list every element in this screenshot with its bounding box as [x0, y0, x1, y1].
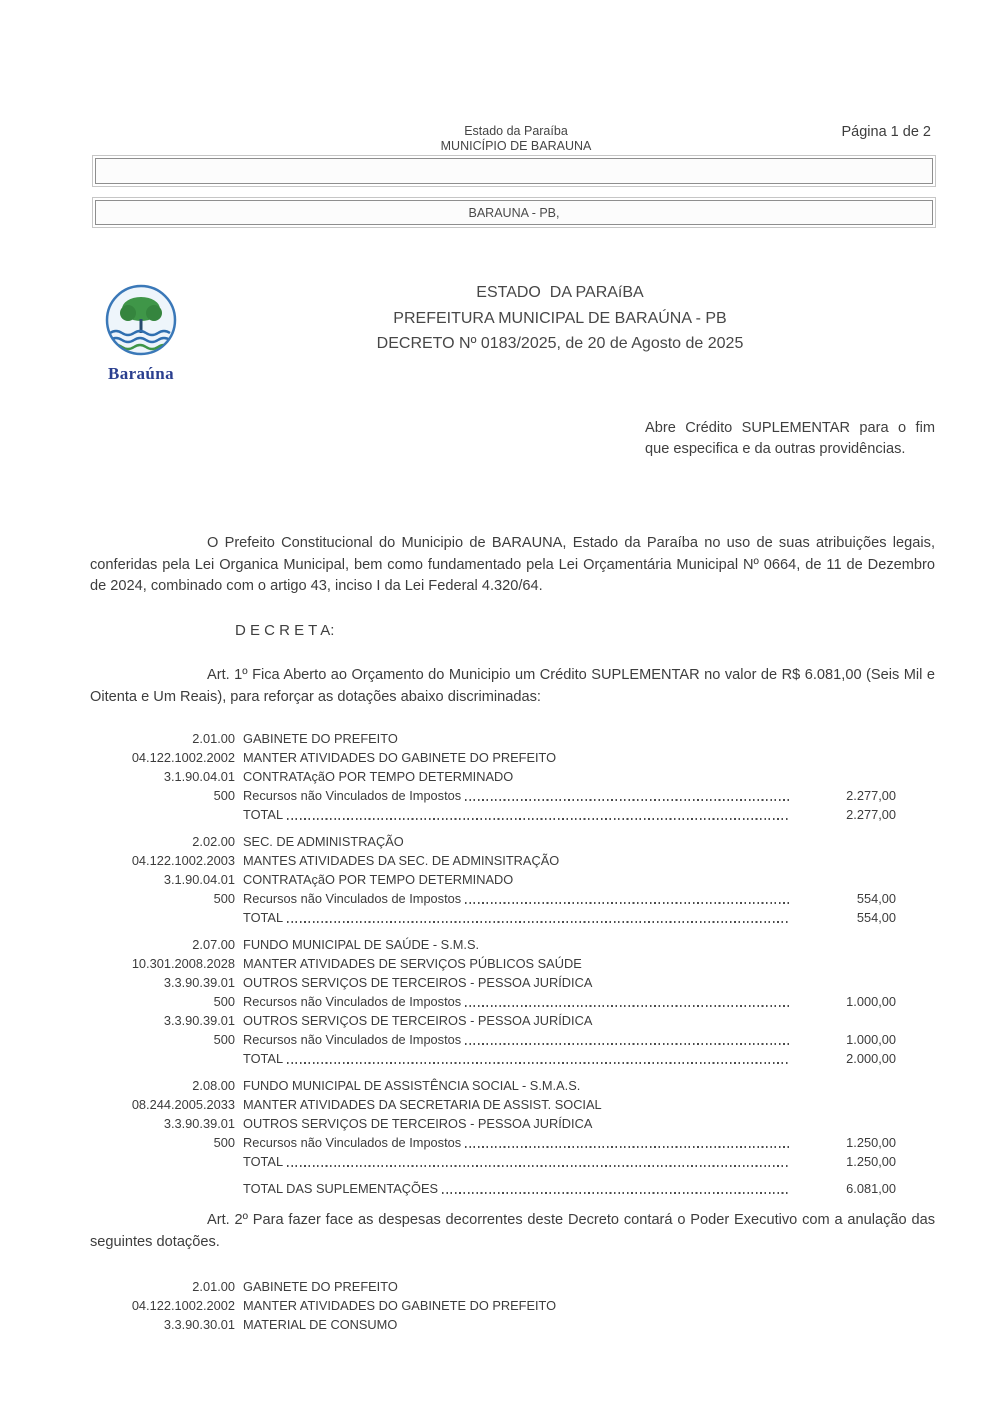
budget-value: 1.250,00 — [846, 1154, 896, 1169]
budget-code — [90, 1179, 243, 1198]
budget-code — [90, 908, 243, 927]
budget-desc: TOTAL — [243, 1154, 284, 1169]
budget-row — [90, 832, 896, 851]
header-municipality: MUNICÍPIO DE BARAUNA — [440, 139, 592, 153]
budget-code: 04.122.1002.2002 — [131, 1298, 235, 1313]
article-1-paragraph: Art. 1º Fica Aberto ao Orçamento do Municipio um Crédito SUPLEMENTAR no valor de R$ 6.081,00 (Seis Mil e Oitenta e Um Reais), para reforçar as dotações abaixo discriminadas: — [90, 667, 935, 705]
budget-row — [90, 1011, 896, 1030]
municipal-seal-logo — [104, 283, 178, 357]
title-prefeitura: PREFEITURA MUNICIPAL DE BARAÚNA - PB — [393, 309, 727, 327]
budget-desc: MANTER ATIVIDADES DE SERVIÇOS PÚBLICOS SAÚDE — [243, 956, 582, 971]
dotted-leader — [287, 818, 790, 820]
budget-code: 500 — [213, 891, 235, 906]
dotted-leader — [465, 1043, 790, 1045]
budget-code: 08.244.2005.2033 — [131, 1097, 235, 1112]
budget-group — [90, 832, 896, 927]
budget-desc: FUNDO MUNICIPAL DE ASSISTÊNCIA SOCIAL - S.M.A.S. — [243, 1078, 581, 1093]
budget-row — [90, 973, 896, 992]
budget-group — [90, 1076, 896, 1171]
budget-value: 2.277,00 — [846, 788, 896, 803]
budget-code: 2.07.00 — [192, 937, 235, 952]
budget-code: 2.01.00 — [192, 731, 235, 746]
budget-row — [90, 1049, 896, 1068]
title-state: ESTADO DA PARAíBA — [476, 284, 644, 301]
budget-row — [90, 729, 896, 748]
municipal-seal — [103, 283, 179, 384]
budget-desc: MANTER ATIVIDADES DO GABINETE DO PREFEITO — [243, 750, 557, 765]
decree-summary: Abre Crédito SUPLEMENTAR para o fim que especifica e da outras providências. — [645, 420, 935, 457]
budget-code: 2.01.00 — [192, 1279, 235, 1294]
budget-row — [90, 1296, 896, 1315]
budget-row — [90, 786, 896, 805]
budget-row — [90, 767, 896, 786]
header-state: Estado da Paraíba — [464, 124, 568, 138]
budget-group — [90, 935, 896, 1068]
budget-desc: Recursos não Vinculados de Impostos — [243, 994, 462, 1009]
budget-desc: Recursos não Vinculados de Impostos — [243, 891, 462, 906]
dotted-leader — [465, 902, 790, 904]
budget-value: 1.000,00 — [846, 1032, 896, 1047]
budget-desc: TOTAL — [243, 1051, 284, 1066]
budget-value: 6.081,00 — [846, 1181, 896, 1196]
budget-desc: MANTES ATIVIDADES DA SEC. DE ADMINSITRAÇÃO — [243, 853, 560, 868]
document-title — [190, 280, 930, 357]
seal-caption: Baraúna — [107, 364, 175, 383]
budget-value: 1.000,00 — [846, 994, 896, 1009]
dotted-leader — [287, 1165, 790, 1167]
dotted-leader — [442, 1192, 790, 1194]
budget-code: 500 — [213, 788, 235, 803]
budget-row — [90, 805, 896, 824]
article-2-paragraph: Art. 2º Para fazer face as despesas decorrentes deste Decreto contará o Poder Executivo com a anulação das seguintes dotações. — [90, 1212, 935, 1250]
dotted-leader — [465, 1146, 790, 1148]
budget-desc: OUTROS SERVIÇOS DE TERCEIROS - PESSOA JURÍDICA — [243, 975, 593, 990]
budget-code: 04.122.1002.2003 — [131, 853, 235, 868]
budget-desc: Recursos não Vinculados de Impostos — [243, 1032, 462, 1047]
budget-desc: GABINETE DO PREFEITO — [243, 1279, 398, 1294]
budget-desc: Recursos não Vinculados de Impostos — [243, 788, 462, 803]
preamble-paragraph: O Prefeito Constitucional do Municipio de BARAUNA, Estado da Paraíba no uso de suas atribuições legais, conferidas pela Lei Organica Municipal, bem como fundamentado pela Lei Orçamentária Municipal Nº 0664, de 11 de Dezembro de 2024, combinado com o artigo 43, inciso I da Lei Federal 4.320/64. — [90, 535, 935, 594]
decreta-heading: D E C R E T A: — [235, 622, 335, 639]
budget-value: 1.250,00 — [846, 1135, 896, 1150]
budget-row — [90, 935, 896, 954]
budget-desc: FUNDO MUNICIPAL DE SAÚDE - S.M.S. — [243, 937, 480, 952]
header-box-empty — [95, 158, 933, 184]
budget-code: 04.122.1002.2002 — [131, 750, 235, 765]
annulments-table — [90, 1277, 896, 1334]
budget-row — [90, 851, 896, 870]
budget-value: 2.000,00 — [846, 1051, 896, 1066]
budget-desc: CONTRATAçãO POR TEMPO DETERMINADO — [243, 769, 514, 784]
dotted-leader — [465, 1005, 790, 1007]
budget-value: 554,00 — [856, 910, 896, 925]
annulment-group — [90, 1277, 896, 1334]
budget-code: 3.1.90.04.01 — [163, 872, 235, 887]
budget-desc: MANTER ATIVIDADES DO GABINETE DO PREFEITO — [243, 1298, 557, 1313]
budget-value: 2.277,00 — [846, 807, 896, 822]
page-indicator: Página 1 de 2 — [841, 124, 931, 140]
budget-desc: TOTAL — [243, 807, 284, 822]
budget-code: 500 — [213, 1032, 235, 1047]
budget-desc: MANTER ATIVIDADES DA SECRETARIA DE ASSIST. SOCIAL — [243, 1097, 602, 1112]
budget-desc: GABINETE DO PREFEITO — [243, 731, 398, 746]
budget-row — [90, 1095, 896, 1114]
dotted-leader — [287, 1062, 790, 1064]
budget-row — [90, 1133, 896, 1152]
budget-desc: SEC. DE ADMINISTRAÇÃO — [243, 834, 404, 849]
budget-desc: OUTROS SERVIÇOS DE TERCEIROS - PESSOA JURÍDICA — [243, 1013, 593, 1028]
budget-desc: OUTROS SERVIÇOS DE TERCEIROS - PESSOA JURÍDICA — [243, 1116, 593, 1131]
budget-row — [90, 1030, 896, 1049]
budget-value: 554,00 — [856, 891, 896, 906]
budget-desc: MATERIAL DE CONSUMO — [243, 1317, 398, 1332]
budget-row — [90, 992, 896, 1011]
budget-code — [90, 1152, 243, 1171]
budget-code: 2.02.00 — [192, 834, 235, 849]
budget-row — [90, 870, 896, 889]
budget-code — [90, 1049, 243, 1068]
budget-row — [90, 1315, 896, 1334]
budget-row — [90, 1277, 896, 1296]
budget-code: 3.3.90.39.01 — [163, 975, 235, 990]
budget-row — [90, 1076, 896, 1095]
budget-row — [90, 1179, 896, 1198]
budget-code: 3.1.90.04.01 — [163, 769, 235, 784]
budget-code: 3.3.90.39.01 — [163, 1013, 235, 1028]
budget-code: 500 — [213, 994, 235, 1009]
budget-code: 3.3.90.30.01 — [163, 1317, 235, 1332]
budget-group — [90, 729, 896, 824]
budget-row — [90, 889, 896, 908]
budget-desc: Recursos não Vinculados de Impostos — [243, 1135, 462, 1150]
budget-row — [90, 1152, 896, 1171]
budget-row — [90, 954, 896, 973]
budget-desc: TOTAL — [243, 910, 284, 925]
budget-row — [90, 908, 896, 927]
budget-code: 3.3.90.39.01 — [163, 1116, 235, 1131]
title-decreto: DECRETO Nº 0183/2025, de 20 de Agosto de 2025 — [376, 335, 744, 352]
budget-desc: TOTAL DAS SUPLEMENTAÇÕES — [243, 1181, 439, 1196]
budget-desc: CONTRATAçãO POR TEMPO DETERMINADO — [243, 872, 514, 887]
budget-code: 2.08.00 — [192, 1078, 235, 1093]
header-box-location: BARAUNA - PB, — [95, 200, 933, 225]
budget-code — [90, 805, 243, 824]
dotted-leader — [287, 921, 790, 923]
budget-row — [90, 748, 896, 767]
grand-total-group — [90, 1179, 896, 1198]
dotted-leader — [465, 799, 790, 801]
budget-code: 10.301.2008.2028 — [131, 956, 235, 971]
budget-row — [90, 1114, 896, 1133]
allocations-table — [90, 729, 896, 1198]
budget-code: 500 — [213, 1135, 235, 1150]
